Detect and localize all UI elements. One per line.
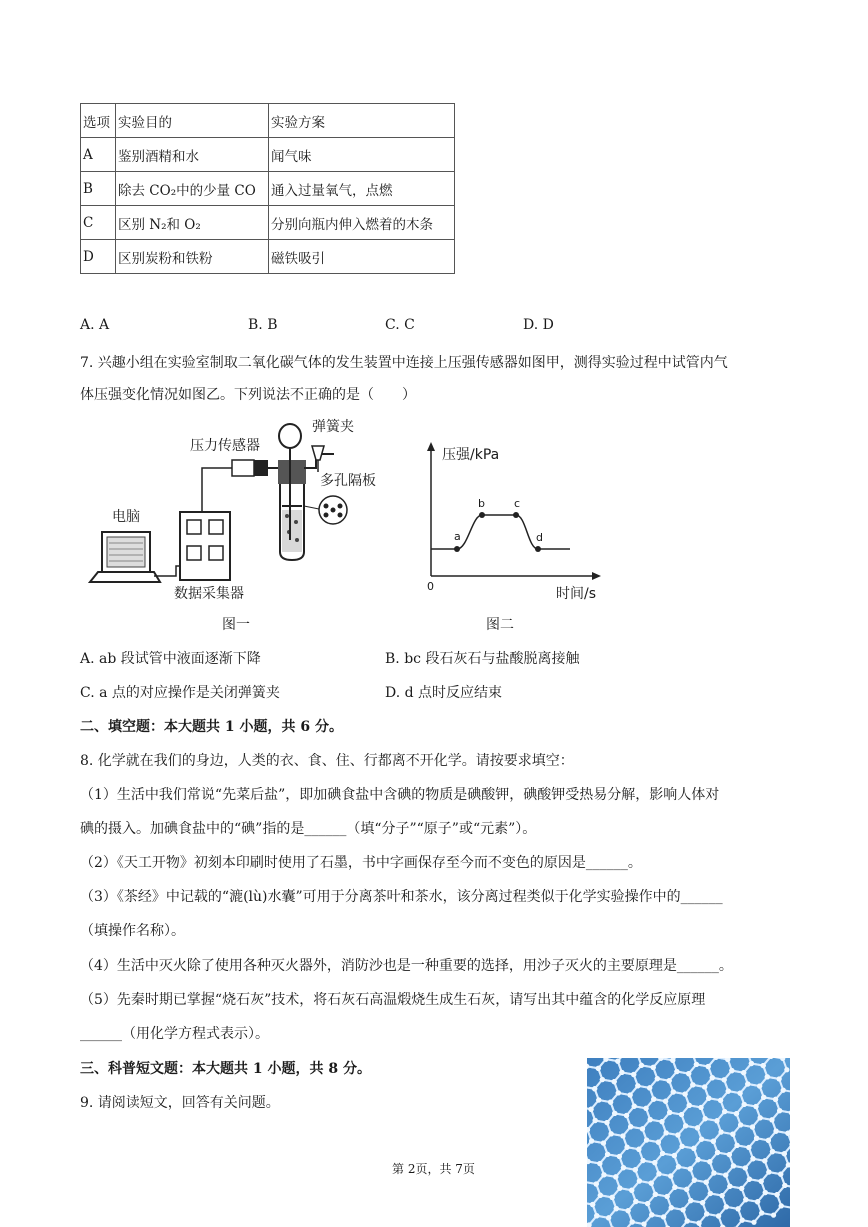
computer-icon <box>90 532 160 582</box>
q7-stem-line1: 7. 兴趣小组在实验室制取二氧化碳气体的发生装置中连接上压强传感器如图甲，测得实验过程中试管内气 <box>80 355 728 371</box>
point-a <box>454 546 460 552</box>
table-header-cell: 实验方案 <box>269 104 455 138</box>
table-row <box>81 172 455 206</box>
q6-choice-b: B. B <box>248 317 278 333</box>
figure-2-caption: 图二 <box>486 617 514 633</box>
q6-choice-d: D. D <box>523 317 554 333</box>
table-cell: 区别 N₂和 O₂ <box>116 206 269 240</box>
q7-choice-d: D. d 点时反应结束 <box>385 685 503 701</box>
table-cell: 鉴别酒精和水 <box>116 138 269 172</box>
label-data-collector: 数据采集器 <box>174 586 244 602</box>
q8-stem: 8. 化学就在我们的身边，人类的衣、食、住、行都离不开化学。请按要求填空： <box>80 753 574 769</box>
table-header-cell: 实验目的 <box>116 104 269 138</box>
x-axis-label: 时间/s <box>556 586 597 602</box>
point-b <box>479 512 485 518</box>
table-row <box>81 138 455 172</box>
table-header-cell: 选项 <box>81 104 116 138</box>
label-computer: 电脑 <box>112 509 140 525</box>
table-cell: A <box>81 138 116 172</box>
graphene-image <box>587 1058 790 1227</box>
options-table <box>80 103 455 274</box>
pressure-curve <box>431 515 570 549</box>
porous-plate-icon <box>304 496 347 524</box>
table-cell: 通入过量氧气，点燃 <box>269 172 455 206</box>
q8-part5-line1: （5）先秦时期已掌握“烧石灰”技术，将石灰石高温煅烧生成生石灰，请写出其中蕴含的化学反应原理 <box>80 992 706 1008</box>
q7-stem-line2: 体压强变化情况如图乙。下列说法不正确的是（ ） <box>80 387 416 403</box>
table-header-row <box>81 104 455 138</box>
point-c <box>513 512 519 518</box>
q6-choice-a: A. A <box>80 317 110 333</box>
data-collector-icon <box>180 512 230 580</box>
table-row <box>81 240 455 274</box>
table-cell: 除去 CO₂中的少量 CO <box>116 172 269 206</box>
point-a-label: a <box>454 530 461 543</box>
table-cell: C <box>81 206 116 240</box>
q9-stem: 9. 请阅读短文，回答有关问题。 <box>80 1095 280 1111</box>
q8-part4: （4）生活中灭火除了使用各种灭火器外，消防沙也是一种重要的选择，用沙子灭火的主要原理是______。 <box>80 958 733 974</box>
q8-part5-line2: ______（用化学方程式表示）。 <box>80 1026 269 1042</box>
page-footer: 第 2页，共 7页 <box>392 1162 475 1176</box>
q7-choice-c: C. a 点的对应操作是关闭弹簧夹 <box>80 685 280 701</box>
y-axis-label: 压强/kPa <box>442 447 500 463</box>
q7-choice-b: B. bc 段石灰石与盐酸脱离接触 <box>385 651 580 667</box>
figure-1-caption: 图一 <box>222 617 250 633</box>
y-axis-arrow <box>427 442 435 451</box>
table-cell: 闻气味 <box>269 138 455 172</box>
label-spring-clip: 弹簧夹 <box>312 419 354 435</box>
table-row <box>81 206 455 240</box>
section-2-heading: 二、填空题：本大题共 1 小题，共 6 分。 <box>80 719 343 735</box>
q8-part2: （2）《天工开物》初刻本印刷时使用了石墨，书中字画保存至今而不变色的原因是______。 <box>80 855 642 871</box>
test-tube-icon <box>278 460 306 560</box>
q8-part3-line1: （3）《茶经》中记载的“漉(lù)水囊”可用于分离茶叶和茶水，该分离过程类似于化学实验操作中的______ <box>80 889 723 905</box>
section-3-heading: 三、科普短文题：本大题共 1 小题，共 8 分。 <box>80 1061 371 1077</box>
q8-part1-line2: 碘的摄入。加碘食盐中的“碘”指的是______（填“分子”“原子”或“元素”）。 <box>80 821 537 837</box>
origin-label: 0 <box>427 580 434 593</box>
q8-part3-line2: （填操作名称）。 <box>80 923 185 939</box>
q8-part1-line1: （1）生活中我们常说“先菜后盐”，即加碘食盐中含碘的物质是碘酸钾，碘酸钾受热易分解，影响人体对 <box>80 787 720 803</box>
q6-choice-c: C. C <box>385 317 415 333</box>
table-cell: 磁铁吸引 <box>269 240 455 274</box>
point-d-label: d <box>536 531 543 544</box>
spring-clip-icon <box>304 446 334 472</box>
q7-choice-a: A. ab 段试管中液面逐渐下降 <box>80 651 261 667</box>
point-c-label: c <box>514 497 521 510</box>
point-b-label: b <box>478 497 485 510</box>
table-cell: D <box>81 240 116 274</box>
table-cell: 区别炭粉和铁粉 <box>116 240 269 274</box>
label-pressure-sensor: 压力传感器 <box>190 438 260 454</box>
point-d <box>535 546 541 552</box>
table-cell: B <box>81 172 116 206</box>
label-porous-plate: 多孔隔板 <box>320 473 376 489</box>
x-axis-arrow <box>592 572 601 580</box>
table-cell: 分别向瓶内伸入燃着的木条 <box>269 206 455 240</box>
